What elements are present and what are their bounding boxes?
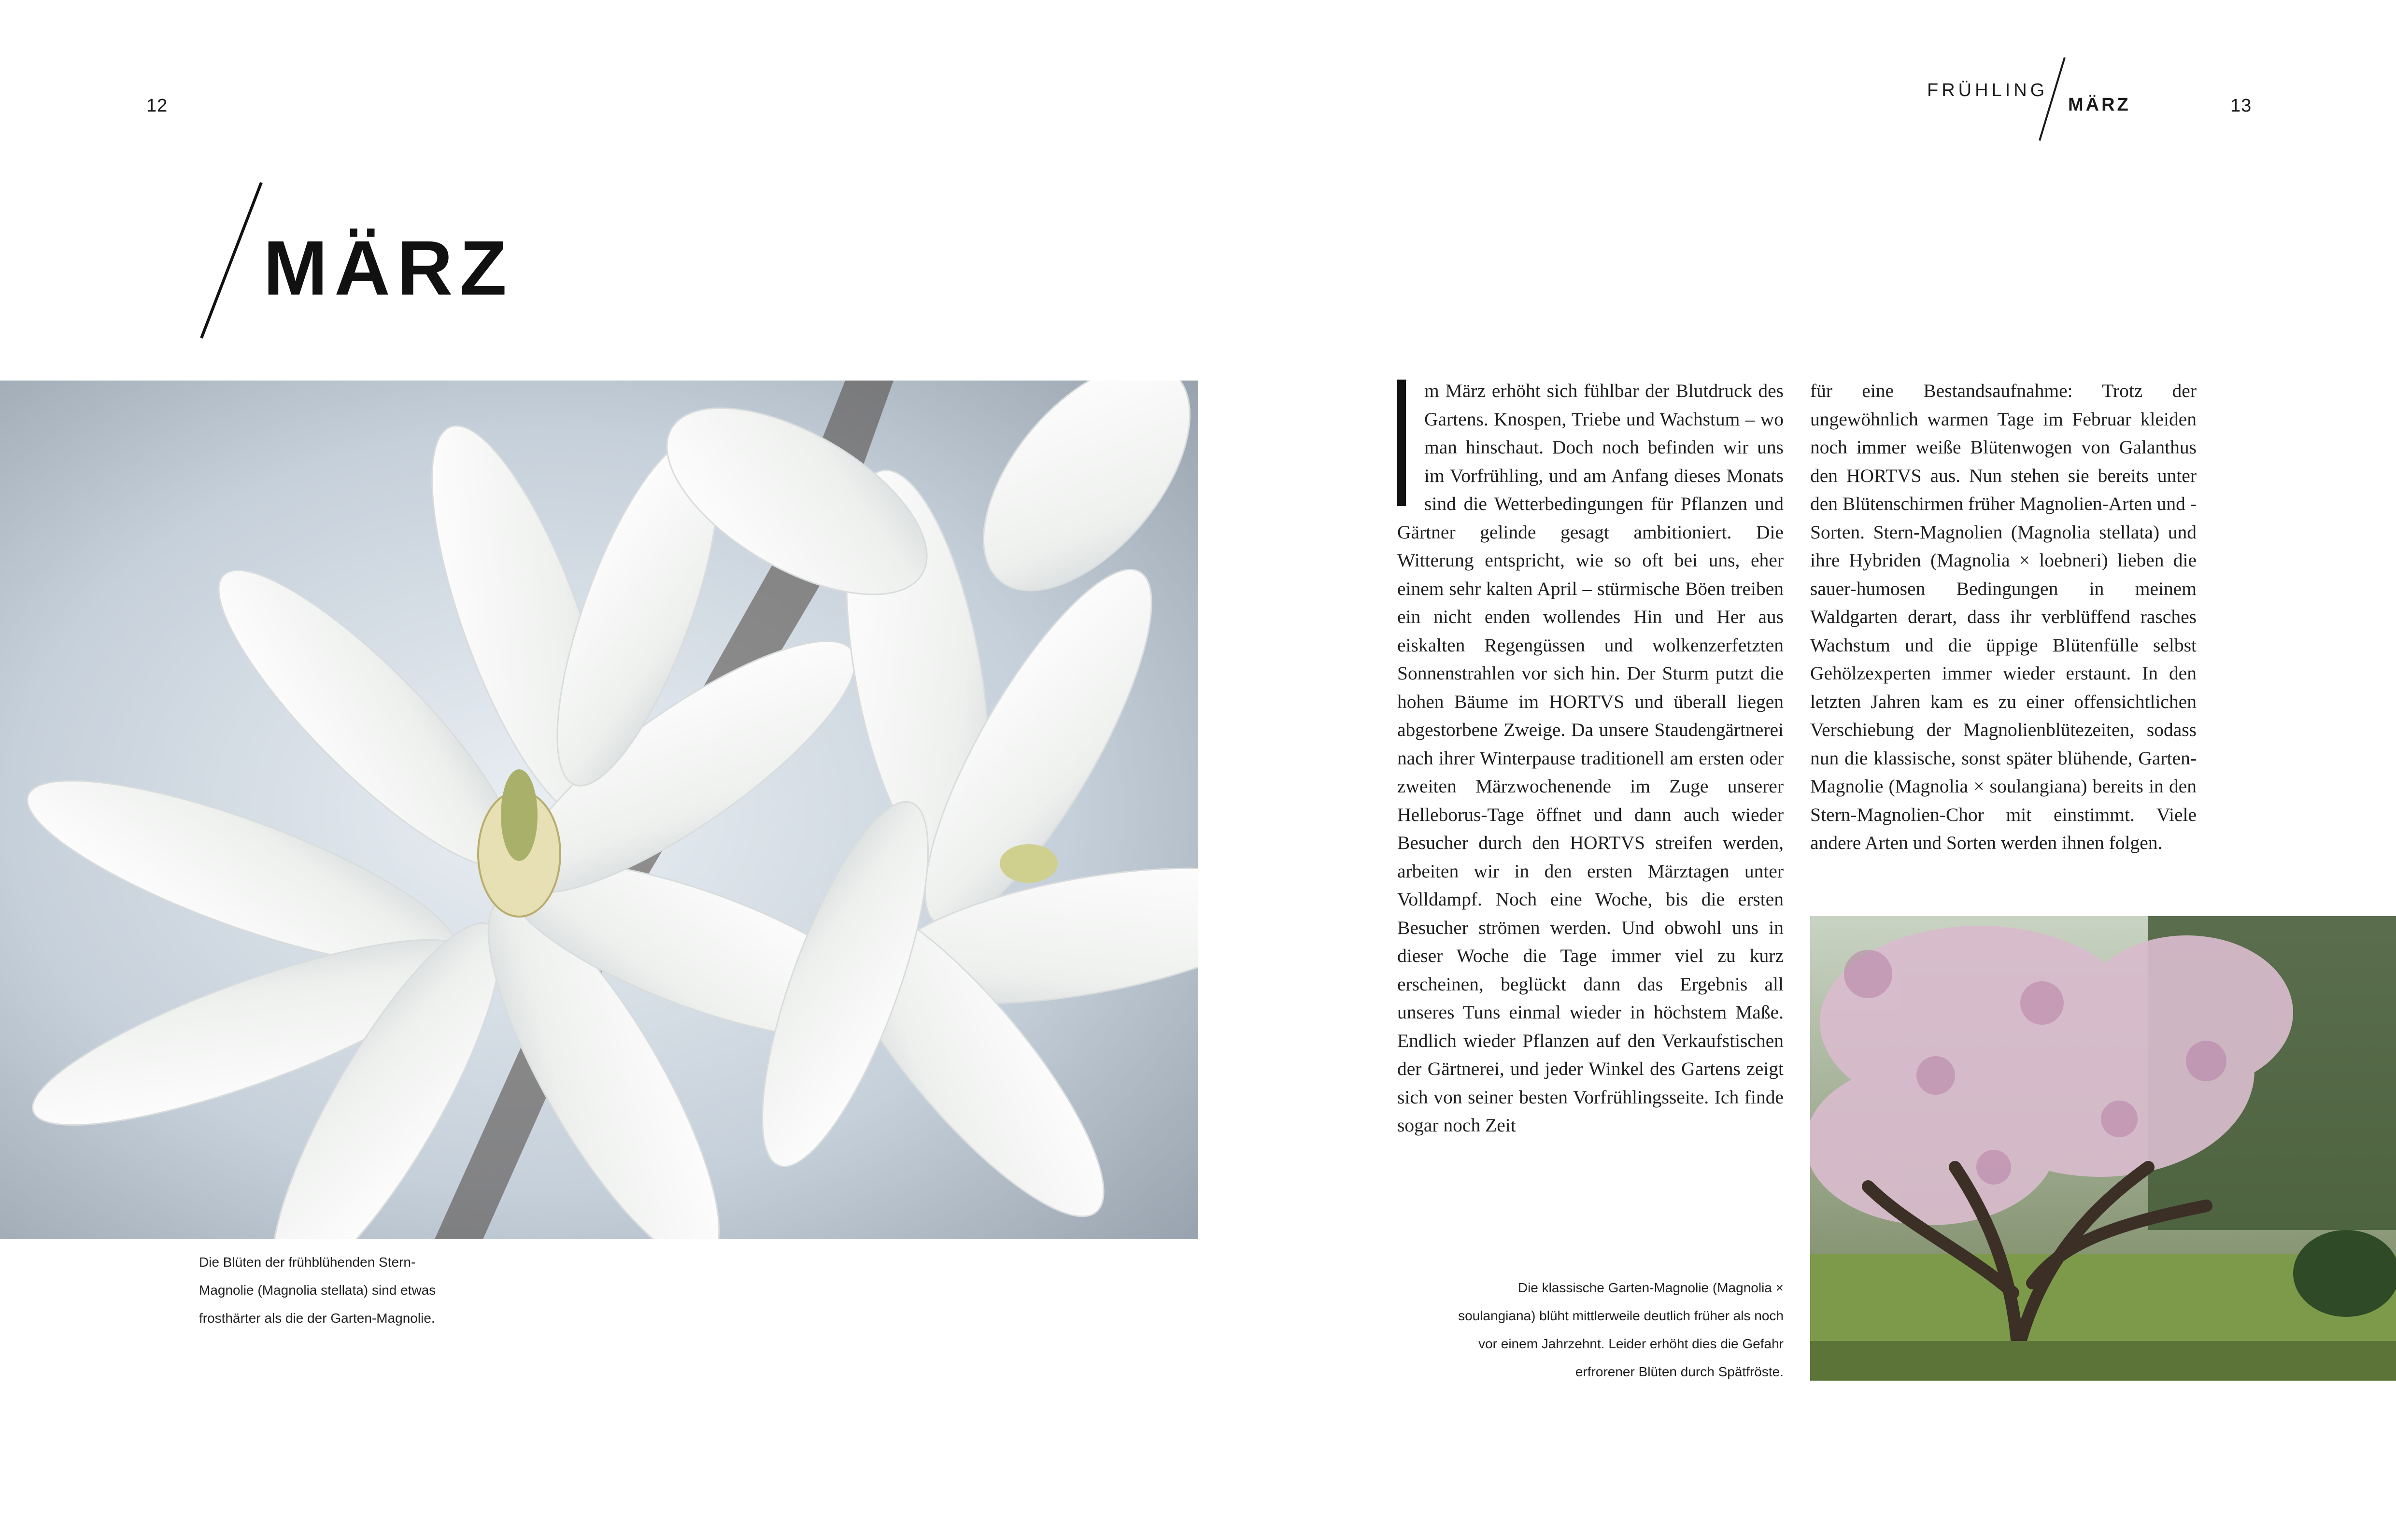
body-column-2: für eine Bestandsaufnahme: Trotz der ungewöhnlich warmen Tage im Februar kleiden noch immer weiße Blütenwogen von Galanthus den HORTVS aus. Nun stehen sie bereits unter den Blütenschirmen früher Magnolien-Arten und -Sorten. Stern-Magnolien (Magnolia stellata) und ihre Hybriden (Magnolia × loebneri) lieben die sauer-humosen Bedingungen in meinem Waldgarten derart, dass ihr verblüffend rasches Wachstum und die üppige Blütenfülle selbst Gehölzexperten immer wieder erstaunt. In den letzten Jahren kam es zu einer offensichtlichen Verschiebung der Magnolienblütezeiten, sodass nun die klassische, sonst später blühende, Garten-Magnolie (Magnolia × soulangiana) bereits in den Stern-Magnolien-Chor mit einstimmt. Viele andere Arten und Sorten werden ihnen folgen. [1810, 380, 2197, 853]
running-head-month [2068, 95, 2131, 115]
photo-garden-magnolia [1810, 916, 2396, 1381]
star-magnolia-illustration [0, 381, 1198, 1239]
running-head-month-label: MÄRZ [2068, 95, 2131, 115]
chapter-title: MÄRZ [263, 225, 514, 311]
drop-cap-spacer [1397, 377, 1424, 507]
garden-magnolia-illustration [1810, 916, 2396, 1381]
running-head-section: FRÜHLING [1927, 80, 2048, 100]
running-head-slash [2036, 56, 2070, 142]
caption-left: Die Blüten der frühblühenden Stern-Magnolie (Magnolia stellata) sind etwas frosthärter als die der Garten-Magnolie. [199, 1255, 436, 1326]
body-column-1-text: m März erhöht sich fühlbar der Blutdruck des Gartens. Knospen, Triebe und Wachstum – wo man hinschaut. Doch noch befinden wir uns im Vorfrühling, und am Anfang dieses Monats sind die Wetterbedingungen für Pflanzen und Gärtner gelinde gesagt ambitioniert. Die Witterung entspricht, wie so oft bei uns, eher einem sehr kalten April – stürmische Böen treiben ein nicht enden wollendes Hin und Her aus eiskalten Regengüssen und wolkenzerfetzten Sonnenstrahlen vor sich hin. Der Sturm putzt die hohen Bäume im HORTVS und überall liegen abgestorbene Zweige. Da unsere Staudengärtnerei nach ihrer Winterpause traditionell am ersten oder zweiten Märzwochenende im Zuge unserer Helleborus-Tage öffnet und dann auch wieder Besucher durch den HORTVS streifen werden, arbeiten wir in den ersten Märztagen unter Volldampf. Noch eine Woche, bis die ersten Besucher strömen werden. Und obwohl uns in dieser Woche die Tage immer viel zu kurz erscheinen, beglückt dann das Ergebnis all unseres Tuns einmal wieder in höchstem Maße. Endlich wieder Pflanzen auf den Verkaufstischen der Gärtnerei, und jeder Winkel des Gartens zeigt sich von seiner besten Vorfrühlingsseite. Ich finde sogar noch Zeit [1397, 380, 1784, 1136]
page-number-right: 13 [2230, 96, 2252, 116]
photo-star-magnolia [0, 381, 1198, 1239]
page-number-left: 12 [146, 96, 168, 116]
caption-right: Die klassische Garten-Magnolie (Magnolia × soulangiana) blüht mittlerweile deutlich früher als noch vor einem Jahrzehnt. Leider erhöht dies die Gefahr erfrorener Blüten durch Spätfröste. [1458, 1280, 1784, 1379]
title-slash [196, 180, 268, 341]
body-column-1 [1397, 377, 1784, 1198]
